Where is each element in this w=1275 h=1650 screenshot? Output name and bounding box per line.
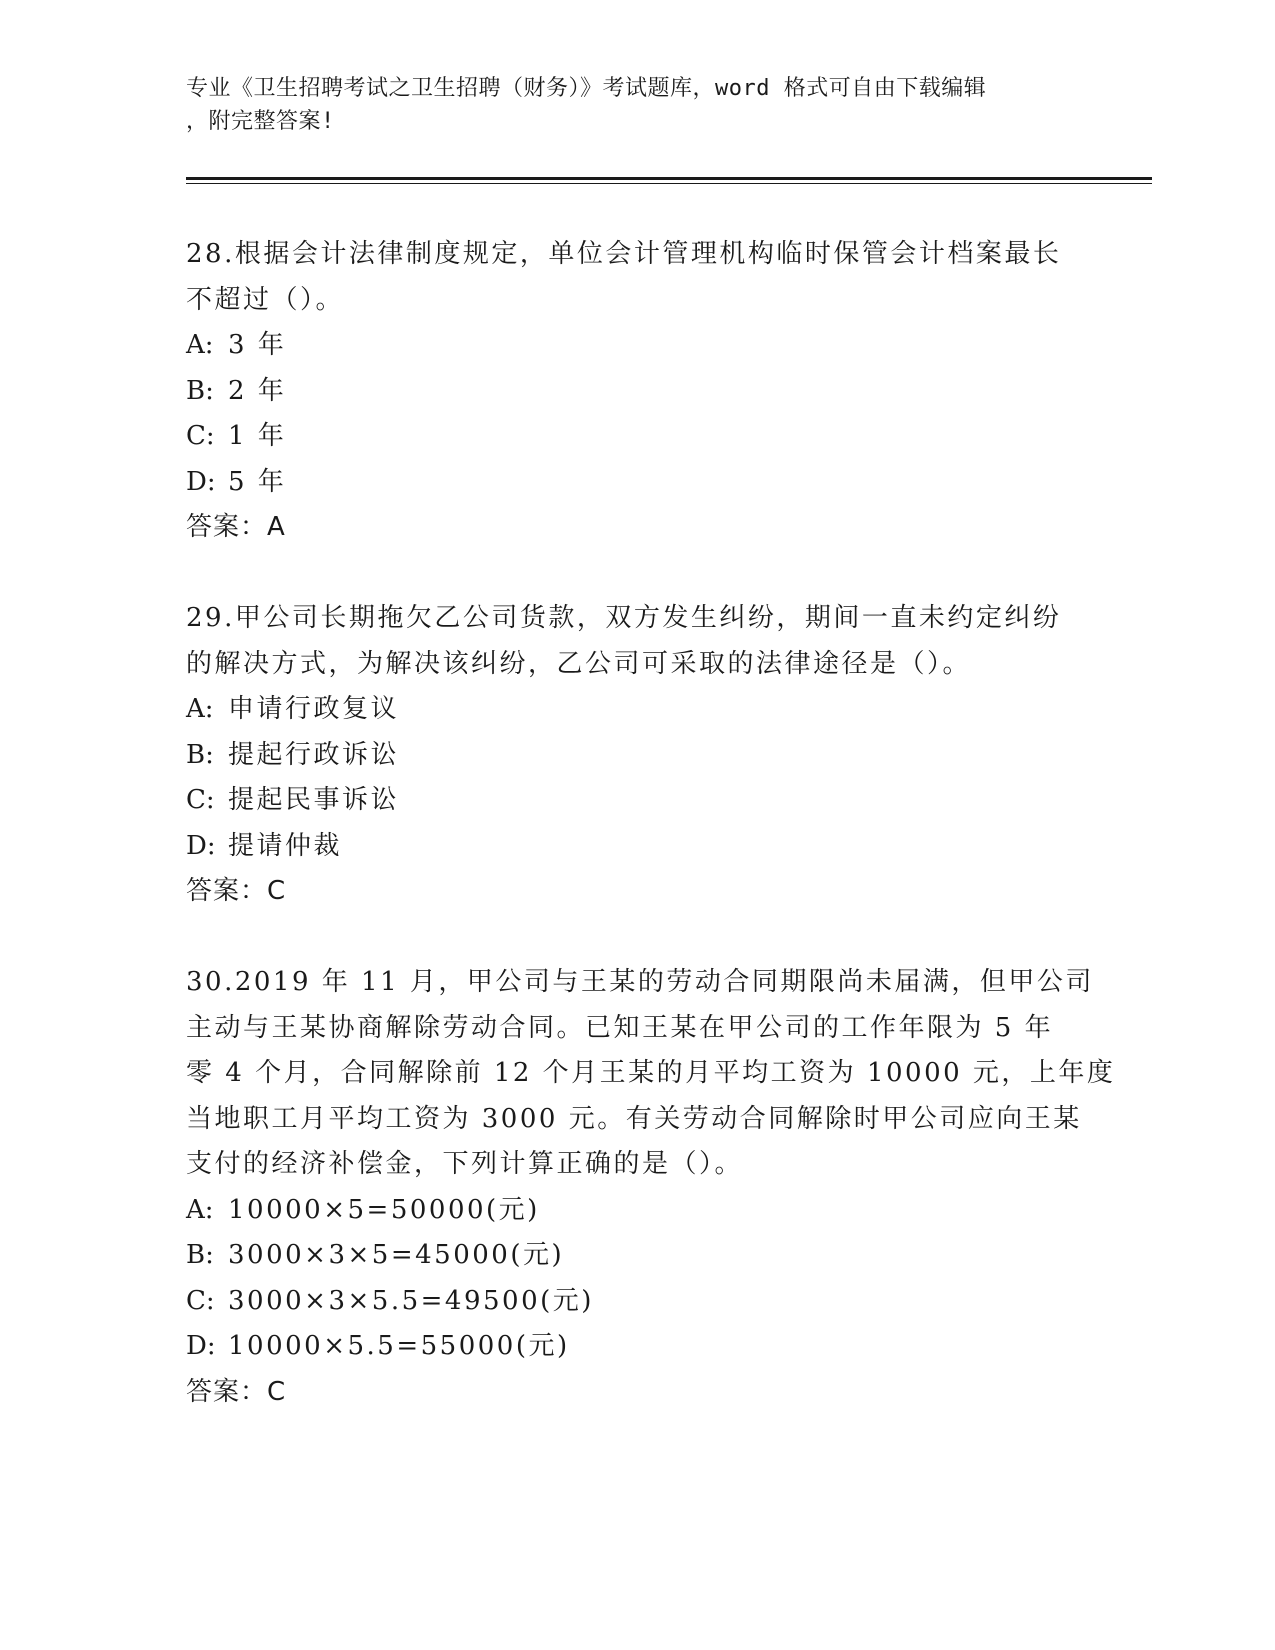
option-c <box>186 1279 1076 1325</box>
question-28 <box>186 232 1076 551</box>
option-text: 申请行政复议 <box>228 694 400 724</box>
option-letter: A: <box>186 1194 214 1225</box>
answer-line: 答案：A <box>186 512 286 542</box>
option-b <box>186 733 1076 779</box>
option-a <box>186 1188 1076 1234</box>
option-letter: D: <box>186 1331 216 1361</box>
question-text-line: 主动与王某协商解除劳动合同。已知王某在甲公司的工作年限为 5 年 <box>186 1012 1054 1043</box>
option-letter: C: <box>186 1285 215 1316</box>
option-c <box>186 414 1076 460</box>
question-text-line: 29.甲公司长期拖欠乙公司货款，双方发生纠纷，期间一直未约定纠纷 <box>186 603 1062 633</box>
header-line-2: ，附完整答案! <box>186 109 335 134</box>
option-letter: C: <box>186 785 215 815</box>
option-d <box>186 824 1076 870</box>
header-line-1: 专业《卫生招聘考试之卫生招聘（财务）》考试题库，word 格式可自由下载编辑 <box>186 76 987 101</box>
option-a <box>186 323 1076 369</box>
question-text-line: 30.2019 年 11 月，甲公司与王某的劳动合同期限尚未届满，但甲公司 <box>186 967 1094 997</box>
question-text-line: 当地职工月平均工资为 3000 元。有关劳动合同解除时甲公司应向王某 <box>186 1103 1082 1134</box>
document-header <box>186 72 1086 138</box>
option-text: 10000×5=50000(元) <box>228 1194 540 1225</box>
option-letter: A: <box>186 694 214 724</box>
question-30 <box>186 960 1116 1415</box>
option-letter: B: <box>186 739 214 770</box>
header-rule-thin <box>186 183 1152 184</box>
option-letter: B: <box>186 1240 214 1270</box>
option-text: 1 年 <box>228 421 287 451</box>
option-b <box>186 369 1076 415</box>
option-c <box>186 778 1076 824</box>
option-text: 10000×5.5=55000(元) <box>228 1331 570 1361</box>
option-text: 3 年 <box>228 330 287 360</box>
option-letter: D: <box>186 830 216 861</box>
option-text: 提起民事诉讼 <box>228 785 400 815</box>
answer-line: 答案：C <box>186 876 287 906</box>
option-letter: D: <box>186 466 216 497</box>
question-text-line: 支付的经济补偿金，下列计算正确的是（）。 <box>186 1149 744 1179</box>
question-text-line: 28.根据会计法律制度规定，单位会计管理机构临时保管会计档案最长 <box>186 239 1062 269</box>
option-d <box>186 1324 1076 1370</box>
answer-line: 答案：C <box>186 1376 287 1407</box>
option-text: 5 年 <box>228 466 287 497</box>
question-text-line: 不超过（）。 <box>186 284 345 315</box>
option-a <box>186 687 1076 733</box>
option-text: 2 年 <box>228 375 287 406</box>
question-text-line: 零 4 个月，合同解除前 12 个月王某的月平均工资为 10000 元，上年度 <box>186 1058 1116 1088</box>
option-letter: C: <box>186 421 215 451</box>
option-text: 提请仲裁 <box>228 830 343 861</box>
option-letter: B: <box>186 375 214 406</box>
option-letter: A: <box>186 330 214 360</box>
question-text-line: 的解决方式，为解决该纠纷，乙公司可采取的法律途径是（）。 <box>186 648 972 679</box>
option-d <box>186 460 1076 506</box>
question-29 <box>186 596 1076 915</box>
option-text: 3000×3×5.5=49500(元) <box>228 1285 594 1316</box>
option-text: 3000×3×5=45000(元) <box>228 1240 565 1270</box>
header-rule-thick <box>186 177 1152 180</box>
option-b <box>186 1233 1076 1279</box>
option-text: 提起行政诉讼 <box>228 739 400 770</box>
